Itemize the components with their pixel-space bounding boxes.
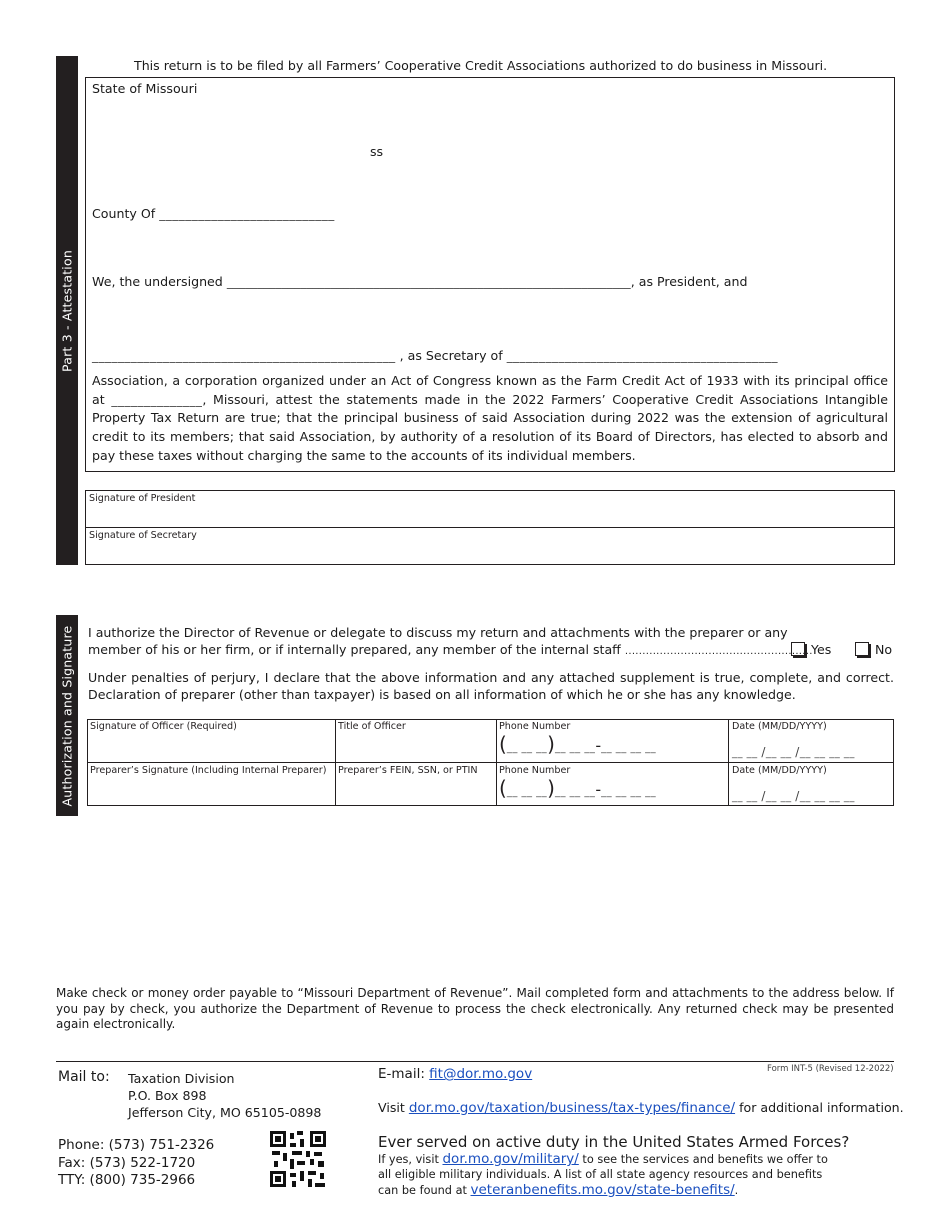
officer-signature-label: Signature of Officer (Required) xyxy=(90,721,237,732)
phone-area-blank: __ __ __ xyxy=(506,787,548,798)
date-dd-blank: __ __ xyxy=(765,792,792,803)
phone-end-blank: __ __ __ __ xyxy=(601,787,657,798)
phone-mid-blank: __ __ __ xyxy=(554,787,596,798)
military-text xyxy=(378,1152,838,1198)
county-field[interactable]: ___________________________ xyxy=(159,207,335,221)
preparer-id-field[interactable] xyxy=(336,763,497,805)
date-dd-blank: __ __ xyxy=(765,748,792,759)
military-heading: Ever served on active duty in the United States Armed Forces? xyxy=(378,1133,850,1151)
date-sep: / xyxy=(795,789,800,803)
authorization-sidebar-label: Authorization and Signature xyxy=(59,625,75,806)
visit-line xyxy=(378,1100,904,1116)
secretary-mid-label: , as Secretary of xyxy=(399,348,503,363)
no-label: No xyxy=(875,642,893,657)
date-format xyxy=(732,789,855,803)
date-yyyy-blank: __ __ __ __ xyxy=(799,748,855,759)
no-checkbox[interactable] xyxy=(855,642,869,656)
secretary-name-field[interactable]: _______________________________________________ xyxy=(92,349,396,363)
intro-text: This return is to be filed by all Farmers’ Cooperative Credit Associations authorized to do business in Missouri. xyxy=(134,58,828,73)
contact-numbers xyxy=(58,1137,214,1190)
authorize-line-2 xyxy=(88,642,813,657)
qr-code-icon[interactable] xyxy=(270,1131,326,1187)
phone-format xyxy=(499,776,656,800)
undersigned-label: We, the undersigned xyxy=(92,274,223,289)
date-mm-blank: __ __ xyxy=(732,792,758,803)
date-mm-blank: __ __ xyxy=(732,748,758,759)
attestation-body xyxy=(92,391,888,466)
yes-label: Yes xyxy=(811,642,832,657)
mail-to-label: Mail to: xyxy=(58,1069,110,1085)
state-label: State of Missouri xyxy=(92,81,198,96)
footer-divider xyxy=(56,1061,894,1062)
mailing-address xyxy=(128,1070,321,1121)
phone-dash: - xyxy=(595,736,602,755)
county-line xyxy=(92,206,335,221)
email-label: E-mail: xyxy=(378,1066,425,1082)
email-line xyxy=(378,1066,532,1082)
military-link[interactable]: dor.mo.gov/military/ xyxy=(442,1151,579,1167)
address-line: Taxation Division xyxy=(128,1071,235,1086)
attestation-line-1: Association, a corporation organized under an Act of Congress known as the Farm Credit Act of 1933 with its principal office xyxy=(92,373,888,388)
address-line: P.O. Box 898 xyxy=(128,1088,207,1103)
preparer-date-field[interactable] xyxy=(729,763,894,805)
secretary-signature-label: Signature of Secretary xyxy=(89,530,197,541)
date-sep: / xyxy=(761,745,766,759)
phone-dash: - xyxy=(595,780,602,799)
tty-number: TTY: (800) 735-2966 xyxy=(58,1172,196,1188)
phone-number: Phone: (573) 751-2326 xyxy=(58,1137,215,1153)
perjury-statement: Under penalties of perjury, I declare that the above information and any attached supplement is true, complete, and correct. Declaration of preparer (other than taxpayer) is based on all information of which he or she has any knowledge. xyxy=(88,670,894,702)
attestation-sidebar xyxy=(56,56,78,565)
authorize-line-1: I authorize the Director of Revenue or delegate to discuss my return and attachments with the preparer or any xyxy=(88,625,788,640)
preparer-signature-field[interactable] xyxy=(88,763,336,805)
preparer-id-label: Preparer’s FEIN, SSN, or PTIN xyxy=(338,765,478,776)
association-name-field[interactable]: __________________________________________ xyxy=(506,349,779,363)
preparer-phone-label: Phone Number xyxy=(499,765,571,776)
table-row xyxy=(88,720,893,763)
phone-mid-blank: __ __ __ xyxy=(554,743,596,754)
phone-end-blank: __ __ __ __ xyxy=(601,743,657,754)
authorization-sidebar xyxy=(56,615,78,816)
secretary-line xyxy=(92,348,778,363)
yes-option[interactable] xyxy=(791,642,831,657)
visit-label: Visit xyxy=(378,1100,405,1115)
signature-table xyxy=(87,719,894,806)
at-label: at xyxy=(92,391,105,407)
county-label: County Of xyxy=(92,206,156,221)
finance-link[interactable]: dor.mo.gov/taxation/business/tax-types/finance/ xyxy=(408,1100,736,1116)
attestation-sidebar-label: Part 3 - Attestation xyxy=(59,249,75,372)
authorize-line-2-text: member of his or her firm, or if internally prepared, any member of the internal staff xyxy=(88,642,621,657)
officer-phone-label: Phone Number xyxy=(499,721,571,732)
president-signature-label: Signature of President xyxy=(89,493,196,504)
payment-instructions: Make check or money order payable to “Missouri Department of Revenue”. Mail completed form and attachments to the address below. If you pay by check, you authorize the Department of Revenue to process the check electronically. Any returned check may be presented again electronically. xyxy=(56,986,894,1032)
address-line: Jefferson City, MO 65105-0898 xyxy=(128,1105,322,1120)
officer-date-label: Date (MM/DD/YYYY) xyxy=(732,721,827,732)
no-option[interactable] xyxy=(855,642,892,657)
president-signature-field[interactable] xyxy=(86,491,894,528)
principal-office-field[interactable]: ______________ xyxy=(111,392,203,407)
table-row xyxy=(88,763,893,805)
officer-date-field[interactable] xyxy=(729,720,894,762)
president-name-field[interactable]: __________________________________________________________________ xyxy=(226,275,631,289)
signature-box xyxy=(85,490,895,565)
officer-phone-field[interactable] xyxy=(497,720,729,762)
president-suffix: , as President, and xyxy=(630,274,748,289)
officer-signature-field[interactable] xyxy=(88,720,336,762)
phone-close-paren: ) xyxy=(547,776,555,800)
phone-format xyxy=(499,732,656,756)
date-yyyy-blank: __ __ __ __ xyxy=(799,792,855,803)
visit-suffix: for additional information. xyxy=(739,1100,904,1115)
leader-dots: ...................................................... xyxy=(624,646,813,657)
date-format xyxy=(732,745,855,759)
fax-number: Fax: (573) 522-1720 xyxy=(58,1154,196,1171)
email-link[interactable]: fit@dor.mo.gov xyxy=(429,1066,533,1082)
preparer-signature-label: Preparer’s Signature (Including Internal Preparer) xyxy=(90,765,327,776)
undersigned-line xyxy=(92,274,747,289)
phone-area-blank: __ __ __ xyxy=(506,743,548,754)
phone-open-paren: ( xyxy=(499,776,507,800)
preparer-phone-field[interactable] xyxy=(497,763,729,805)
military-mid: to see the services and benefits we offer to all eligible military individuals. A list of all state agency resources and benefits can be found at xyxy=(378,1153,828,1197)
benefits-end: . xyxy=(734,1183,739,1197)
attestation-body-text: , Missouri, attest the statements made in the 2022 Farmers’ Cooperative Credit Associations Intangible Property Tax Return are true; that the principal business of said Association during 2022 was the extension of agricultural credit to its members; that said Association, by authority of a resolution of its Board of Directors, has elected to absorb and pay these taxes without charging the same to the accounts of its individual members. xyxy=(92,391,888,463)
yes-checkbox[interactable] xyxy=(791,642,805,656)
date-sep: / xyxy=(761,789,766,803)
military-pre: If yes, visit xyxy=(378,1153,439,1166)
preparer-date-label: Date (MM/DD/YYYY) xyxy=(732,765,827,776)
date-sep: / xyxy=(795,745,800,759)
officer-title-field[interactable] xyxy=(336,720,497,762)
attestation-paragraph xyxy=(92,372,888,466)
benefits-link[interactable]: veteranbenefits.mo.gov/state-benefits/ xyxy=(470,1181,735,1198)
attestation-box xyxy=(85,77,895,472)
form-id: Form INT-5 (Revised 12-2022) xyxy=(767,1064,894,1074)
phone-close-paren: ) xyxy=(547,732,555,756)
secretary-signature-field[interactable] xyxy=(86,528,894,565)
phone-open-paren: ( xyxy=(499,732,507,756)
ss-label: ss xyxy=(370,144,384,159)
officer-title-label: Title of Officer xyxy=(338,721,406,732)
